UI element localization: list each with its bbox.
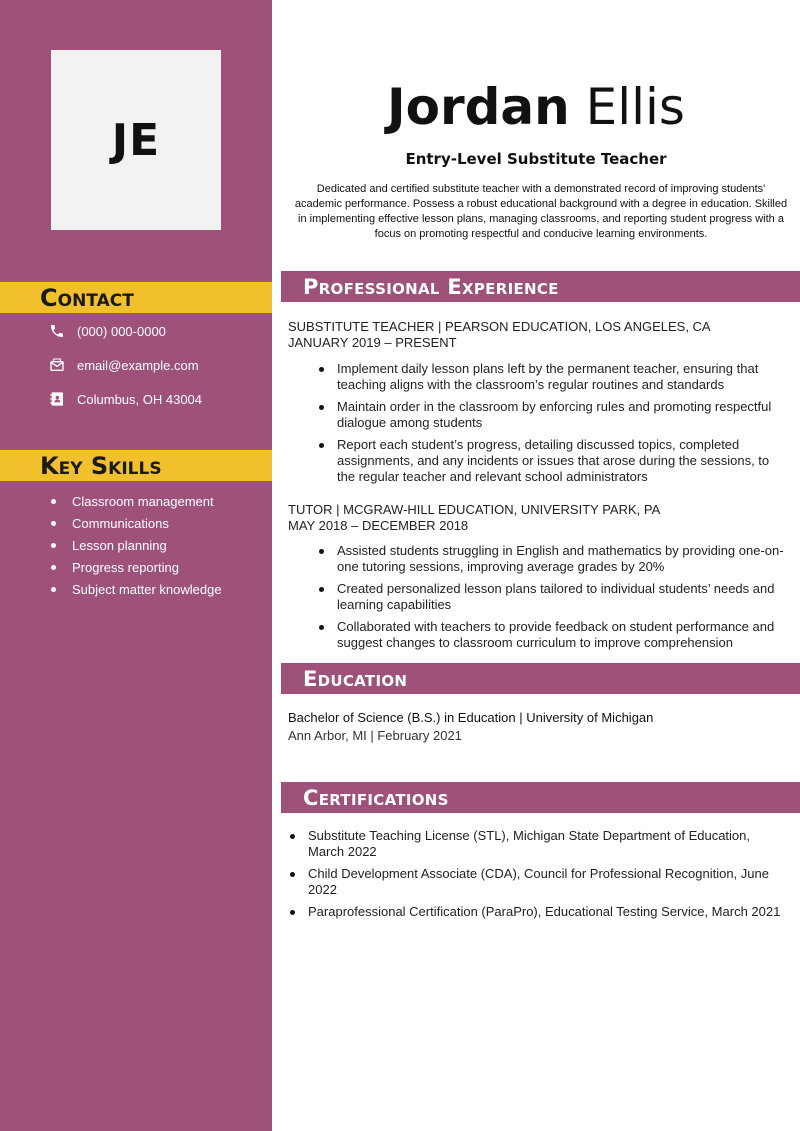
summary: Dedicated and certified substitute teacher with a demonstrated record of improving students' academic performance. Possess a robust educational background with a degree in education. Skilled in implementing effective lesson plans, managing classrooms, and reporting student progress with a focus on promoting respectful and conducive learning environments.	[294, 183, 788, 240]
certifications-list	[287, 828, 789, 926]
first-name: Jordan	[387, 78, 570, 136]
phone-text: (000) 000-0000	[77, 323, 166, 339]
last-name: Ellis	[585, 78, 685, 136]
list-item: Implement daily lesson plans left by the permanent teacher, ensuring that teaching aligns with the classroom’s regular routines and standards	[316, 361, 788, 393]
skill-item: Subject matter knowledge	[48, 578, 222, 600]
skill-item: Progress reporting	[48, 556, 222, 578]
monogram: JE	[111, 114, 161, 166]
job-bullets	[316, 543, 788, 657]
list-item: Collaborated with teachers to provide feedback on student performance and suggest changes to classroom curriculum to improve comprehension	[316, 619, 788, 651]
certifications-heading: Certifications	[281, 782, 800, 813]
skills-list	[48, 490, 222, 600]
list-item: Created personalized lesson plans tailored to individual students’ needs and learning capabilities	[316, 581, 788, 613]
phone-icon	[48, 322, 66, 340]
education-degree: Bachelor of Science (B.S.) in Education | University of Michigan	[288, 710, 654, 725]
candidate-name	[272, 78, 800, 136]
list-item: Maintain order in the classroom by enforcing rules and promoting respectful dialogue among students	[316, 399, 788, 431]
envelope-icon	[48, 356, 66, 374]
contact-email	[48, 356, 199, 374]
list-item: Assisted students struggling in English and mathematics by providing one-on-one tutoring sessions, improving average grades by 20%	[316, 543, 788, 575]
education-heading: Education	[281, 663, 800, 694]
job-title: Entry-Level Substitute Teacher	[405, 150, 667, 168]
skills-heading: Key Skills	[0, 450, 272, 481]
list-item: Paraprofessional Certification (ParaPro), Educational Testing Service, March 2021	[287, 904, 789, 920]
list-item: Report each student’s progress, detailing discussed topics, completed assignments, and any incidents or issues that arose during the sessions, to the regular teacher and relevant school administrators	[316, 437, 788, 485]
job-dates: JANUARY 2019 – PRESENT	[288, 335, 457, 350]
experience-heading: Professional Experience	[281, 271, 800, 302]
address-card-icon	[48, 390, 66, 408]
job-title-line: SUBSTITUTE TEACHER | PEARSON EDUCATION, LOS ANGELES, CA	[288, 319, 711, 334]
email-text: email@example.com	[77, 357, 199, 373]
skill-item: Communications	[48, 512, 222, 534]
education-location-date: Ann Arbor, MI | February 2021	[288, 728, 462, 743]
job-bullets	[316, 361, 788, 491]
skill-item: Lesson planning	[48, 534, 222, 556]
monogram-box	[51, 50, 221, 230]
sidebar	[0, 0, 272, 1131]
job-dates: MAY 2018 – DECEMBER 2018	[288, 518, 469, 533]
list-item: Child Development Associate (CDA), Council for Professional Recognition, June 2022	[287, 866, 789, 898]
list-item: Substitute Teaching License (STL), Michigan State Department of Education, March 2022	[287, 828, 789, 860]
location-text: Columbus, OH 43004	[77, 391, 203, 407]
job-title-line: TUTOR | MCGRAW-HILL EDUCATION, UNIVERSITY PARK, PA	[288, 502, 661, 517]
contact-location	[48, 390, 202, 408]
skill-item: Classroom management	[48, 490, 222, 512]
contact-heading: Contact	[0, 282, 272, 313]
contact-phone	[48, 322, 166, 340]
